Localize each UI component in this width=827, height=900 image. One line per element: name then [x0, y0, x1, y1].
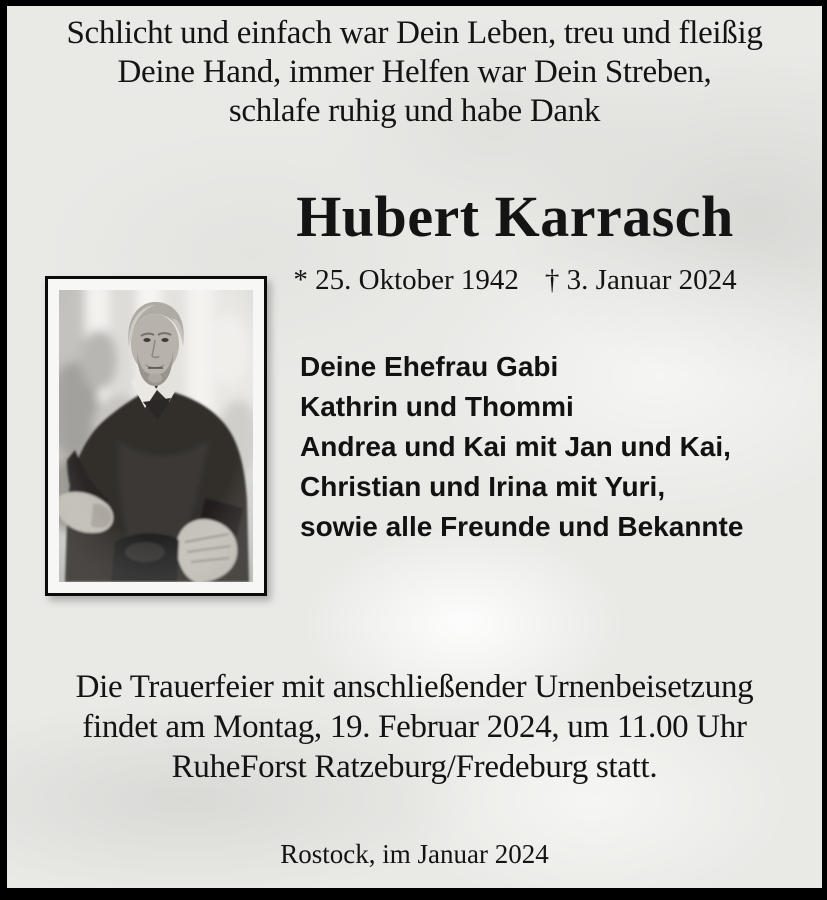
funeral-announcement: [7, 667, 822, 787]
funeral-line: Die Trauerfeier mit anschließender Urnenbeisetzung: [75, 669, 754, 705]
epitaph-line: Schlicht und einfach war Dein Leben, treu und fleißig: [66, 15, 763, 51]
deceased-name: Hubert Karrasch: [296, 184, 734, 249]
publication-dateline: Rostock, im Januar 2024: [280, 839, 549, 869]
mourner-line: Kathrin und Thommi: [300, 391, 574, 422]
death-date: † 3. Januar 2024: [544, 264, 737, 296]
mourner-line: sowie alle Freunde und Bekannte: [300, 511, 744, 542]
mourner-line: Andrea und Kai mit Jan und Kai,: [300, 431, 731, 462]
portrait-photo-frame: [45, 276, 267, 596]
epitaph-line: Deine Hand, immer Helfen war Dein Streben,: [117, 54, 712, 90]
epitaph-line: schlafe ruhig und habe Dank: [228, 93, 601, 129]
epitaph-verse: [7, 14, 822, 131]
mourner-line: Christian und Irina mit Yuri,: [300, 471, 666, 502]
portrait-photo: [59, 290, 253, 582]
funeral-line: findet am Montag, 19. Februar 2024, um 11.00 Uhr: [82, 709, 747, 745]
birth-date: * 25. Oktober 1942: [293, 264, 519, 296]
mourner-line: Deine Ehefrau Gabi: [300, 351, 559, 382]
funeral-line: RuheForst Ratzeburg/Fredeburg statt.: [171, 749, 658, 785]
mourners-list: [300, 347, 743, 547]
life-dates: [260, 266, 770, 295]
